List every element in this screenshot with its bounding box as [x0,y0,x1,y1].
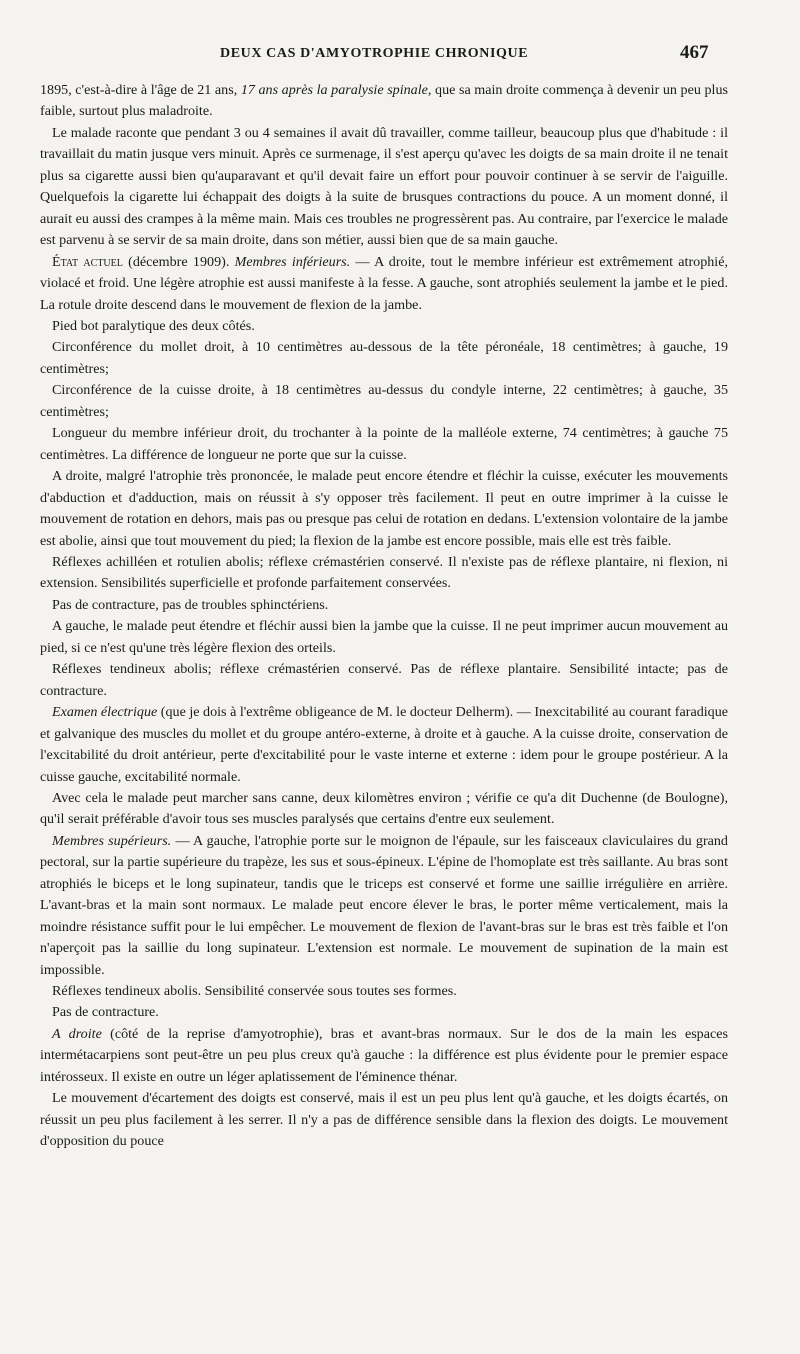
paragraph [40,1002,728,1023]
text-run: Réflexes tendineux abolis. Sensibilité conservée sous toutes ses formes. [52,983,457,1000]
italic-text: A droite [52,1025,102,1042]
paragraph [40,80,728,123]
body-text [40,80,728,1153]
text-run: A droite, malgré l'atrophie très prononcée, le malade peut encore étendre et fléchir la cuisse, exécuter les mouvements d'abduction et d'adduction, mais on réussit à s'y opposer très facilement. Il peut en outre imprimer à la cuisse le mouvement de rotation en dehors, mais pas ou presque pas celui de rotation en dedans. L'extension volontaire de la jambe est abolie, ainsi que tout mouvement du pied; la flexion de la jambe est encore possible, mais elle est très faible. [40,468,728,549]
paragraph [40,123,728,252]
text-run: (que je dois à l'extrême obligeance de M. le docteur Delherm). — Inexcitabilité au courant faradique et galvanique des muscles du mollet et du groupe antéro-externe, à droite et à gauche. A la cuisse droite, conservation de l'excitabilité du droit antérieur, perte d'excitabilité pour le vaste interne et externe : idem pour le groupe postérieur. A la cuisse gauche, excitabilité normale. [40,704,729,785]
paragraph [40,831,728,981]
text-run: Circonférence de la cuisse droite, à 18 centimètres au-dessus du condyle interne, 22 centimètres; à gauche, 35 centimètres; [40,382,728,420]
text-run: Réflexes tendineux abolis; réflexe crémastérien conservé. Pas de réflexe plantaire. Sensibilité intacte; pas de contracture. [40,661,728,699]
small-caps-text: État actuel [52,253,123,270]
text-run: Le malade raconte que pendant 3 ou 4 semaines il avait dû travailler, comme tailleur, beaucoup plus que d'habitude : il travaillait du matin jusque vers minuit. Après ce surmenage, il s'est aperçu qu'avec les doigts de sa main droite il ne tenait plus sa cigarette aussi bien qu'auparavant et qu'il devait faire un effort pour pouvoir continuer à se servir de l'aiguille. Quelquefois la cigarette lui échappait des doigts à la suite de brusques contractions du pouce. A un moment donné, il aurait eu aussi des crampes à la même main. Mais ces troubles ne progressèrent pas. Au contraire, par l'exercice le malade est parvenu à se servir de sa main droite, dans son métier, aussi bien que de sa main gauche. [40,124,728,249]
paragraph [40,595,728,616]
text-run: (décembre 1909). [122,253,235,270]
paragraph [40,380,728,423]
paragraph [40,337,728,380]
text-run: Avec cela le malade peut marcher sans canne, deux kilomètres environ ; vérifie ce qu'a dit Duchenne (de Boulogne), qu'il serait préférable d'avoir tous ses muscles paralysés que certains d'entre eux seulement. [40,789,728,828]
paragraph [40,616,728,659]
paragraph [40,423,728,466]
text-run: Pas de contracture, pas de troubles sphinctériens. [52,596,329,613]
italic-text: Examen électrique [52,704,158,721]
page-header [0,44,800,68]
paragraph [40,552,728,595]
text-run: — A droite, tout le membre inférieur est extrêmement atrophié, violacé et froid. Une légère atrophie est aussi manifeste à la fesse. A gauche, sont atrophiés seulement la jambe et le pied. La rotule droite descend dans le mouvement de flexion de la jambe. [40,253,728,313]
text-run: — A gauche, l'atrophie porte sur le moignon de l'épaule, sur les faisceaux claviculaires du grand pectoral, sur la partie supérieure du trapèze, les sus et sous-épineux. L'épine de l'homoplate est très saillante. Au bras sont atrophiés le biceps et le long supinateur, tandis que le triceps est conservé et forme une saillie irrégulière en arrière. L'avant-bras et la main sont normaux. Le malade peut encore élever le bras, le porter même verticalement, mais la moindre résistance suffit pour le lui empêcher. Le mouvement de flexion de l'avant-bras sur le bras est très faible et l'on n'aperçoit pas la saillie du long supinateur. L'extension est normale. Le mouvement de supination de la main est impossible. [40,832,728,978]
text-run: Le mouvement d'écartement des doigts est conservé, mais il est un peu plus lent qu'à gauche, et les doigts écartés, on réussit un peu plus facilement à les serrer. Il n'y a pas de différence sensible dans la flexion des doigts. Le mouvement d'opposition du pouce [40,1090,728,1150]
text-run: 1895, c'est-à-dire à l'âge de 21 ans, [40,82,241,98]
page-number: 467 [680,42,709,63]
paragraph [40,788,728,831]
paragraph [40,252,728,316]
paragraph [40,1024,728,1088]
text-run: A gauche, le malade peut étendre et fléchir aussi bien la jambe que la cuisse. Il ne peut imprimer aucun mouvement au pied, si ce n'est qu'une très légère flexion des orteils. [40,618,728,656]
text-run: Longueur du membre inférieur droit, du trochanter à la pointe de la malléole externe, 74 centimètres; à gauche 75 centimètres. La différence de longueur ne porte que sur la cuisse. [40,425,728,463]
paragraph [40,316,728,337]
paragraph [40,1088,728,1152]
text-run: Pied bot paralytique des deux côtés. [52,317,255,334]
italic-text: Membres inférieurs. [234,253,351,270]
text-run: Réflexes achilléen et rotulien abolis; réflexe crémastérien conservé. Il n'existe pas de réflexe plantaire, ni flexion, ni extension. Sensibilités superficielle et profonde parfaitement conservées. [40,553,728,592]
paragraph [40,659,728,702]
italic-text: 17 ans après la paralysie spinale [240,82,428,98]
paragraph [40,466,728,552]
running-title: DEUX CAS D'AMYOTROPHIE CHRONIQUE [220,46,529,61]
text-run: , que sa main droite commença à devenir un peu plus faible, surtout plus maladroite. [40,82,728,120]
paragraph [40,981,728,1002]
italic-text: Membres supérieurs. [52,832,172,849]
paragraph [40,702,728,788]
text-run: Circonférence du mollet droit, à 10 centimètres au-dessous de la tête péronéale, 18 centimètres; à gauche, 19 centimètres; [40,339,728,377]
text-run: (côté de la reprise d'amyotrophie), bras et avant-bras normaux. Sur le dos de la main les espaces intermétacarpiens sont peut-être un peu plus creux qu'à gauche : la différence est plus évidente pour le premier espace intérosseux. Il existe en outre un léger aplatissement de l'éminence thénar. [40,1025,728,1085]
text-run: Pas de contracture. [52,1004,159,1021]
